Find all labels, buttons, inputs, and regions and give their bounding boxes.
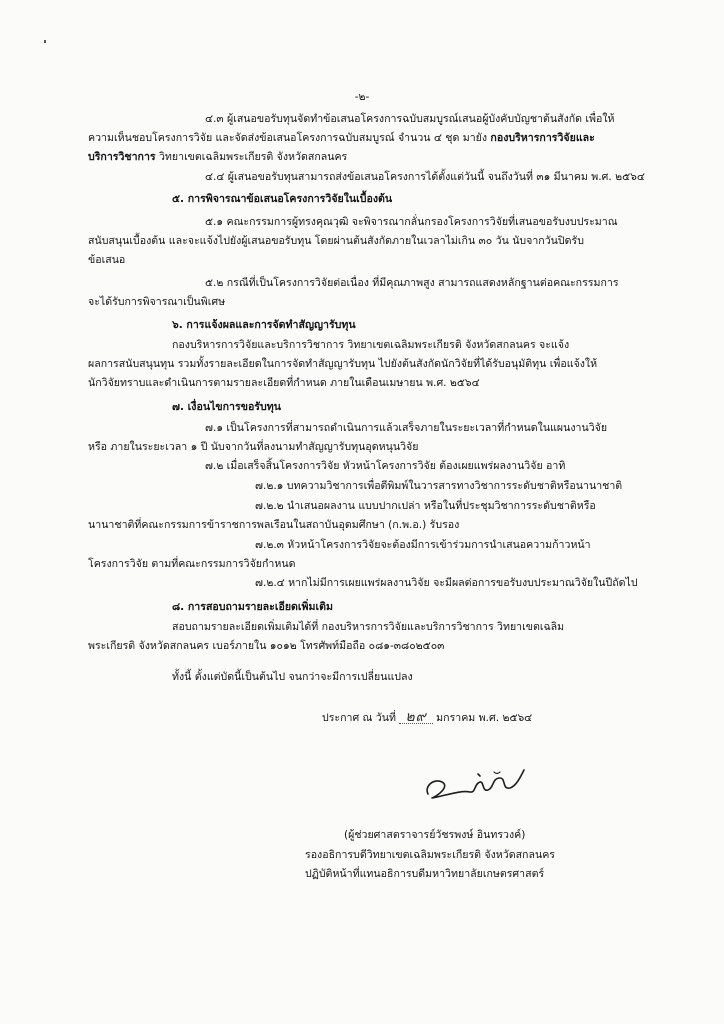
date-day-field — [399, 710, 432, 725]
page-number: -๒- — [354, 91, 370, 103]
signatory-title-2: ปฏิบัติหน้าที่แทนอธิการบดีมหาวิทยาลัยเกษตรศาสตร์ — [305, 868, 545, 880]
item-4-3-line2 — [88, 131, 595, 145]
section-8-heading: ๘. การสอบถามรายละเอียดเพิ่มเติม — [172, 601, 334, 613]
section-6-line3: นักวิจัยทราบและดำเนินการตามรายละเอียดที่กำหนด ภายในเดือนเมษายน พ.ศ. ๒๕๖๔ — [88, 377, 480, 389]
closing-statement: ทั้งนี้ ตั้งแต่บัดนี้เป็นต้นไป จนกว่าจะมีการเปลี่ยนแปลง — [172, 671, 413, 683]
signatory-title-1: รองอธิการบดีวิทยาเขตเฉลิมพระเกียรติ จังหวัดสกลนคร — [305, 849, 555, 861]
item-7-2-2-line1: ๗.๒.๒ นำเสนอผลงาน แบบปากเปล่า หรือในที่ประชุมวิชาการระดับชาติหรือ — [255, 500, 596, 512]
item-7-2: ๗.๒ เมื่อเสร็จสิ้นโครงการวิจัย หัวหน้าโครงการวิจัย ต้องเผยแพร่ผลงานวิจัย อาทิ — [205, 460, 566, 472]
item-4-3-line1: ๔.๓ ผู้เสนอขอรับทุนจัดทำข้อเสนอโครงการฉบับสมบูรณ์เสนอผู้บังคับบัญชาต้นสังกัด เพื่อให้ — [205, 113, 615, 125]
section-5-heading: ๕. การพิจารณาข้อเสนอโครงการวิจัยในเบื้องต้น — [172, 193, 393, 205]
item-5-1-line1: ๕.๑ คณะกรรมการผู้ทรงคุณวุฒิ จะพิจารณากลั่นกรองโครงการวิจัยที่เสนอขอรับงบประมาณ — [205, 216, 618, 228]
item-7-1-line1: ๗.๑ เป็นโครงการที่สามารถดำเนินการแล้วเสร็จภายในระยะเวลาที่กำหนดในแผนงานวิจัย — [205, 422, 608, 434]
item-4-4: ๔.๔ ผู้เสนอขอรับทุนสามารถส่งข้อเสนอโครงการได้ตั้งแต่วันนี้ จนถึงวันที่ ๓๑ มีนาคม พ.ศ. ๒๕๖๔ — [205, 171, 645, 183]
section-6-heading: ๖. การแจ้งผลและการจัดทำสัญญารับทุน — [172, 319, 356, 331]
item-4-3-line3 — [88, 150, 347, 164]
signatory-name: (ผู้ช่วยศาสตราจารย์วัชรพงษ์ อินทรวงค์) — [344, 829, 526, 841]
handwritten-signature — [420, 760, 530, 810]
item-4-3-org-name-cont: บริการวิชาการ — [88, 151, 156, 163]
item-5-2-line1: ๕.๒ กรณีที่เป็นโครงการวิจัยต่อเนื่อง ที่มีคุณภาพสูง สามารถแสดงหลักฐานต่อคณะกรรมการ — [205, 277, 619, 289]
item-7-2-2-line2: นานาชาติที่คณะกรรมการข้าราชการพลเรือนในสถาบันอุดมศึกษา (ก.พ.อ.) รับรอง — [88, 519, 460, 531]
item-4-3-campus: วิทยาเขตเฉลิมพระเกียรติ จังหวัดสกลนคร — [155, 151, 348, 163]
announcement-date — [322, 710, 532, 725]
item-7-1-line2: หรือ ภายในระยะเวลา ๑ ปี นับจากวันที่ลงนามทำสัญญารับทุนอุดหนุนวิจัย — [88, 441, 419, 453]
section-7-heading: ๗. เงื่อนไขการขอรับทุน — [172, 401, 281, 413]
item-4-3-org-name: กองบริหารการวิจัยและ — [490, 132, 595, 144]
item-7-2-3-line2: โครงการวิจัย ตามที่คณะกรรมการวิจัยกำหนด — [88, 558, 296, 570]
announcement-month-year: มกราคม พ.ศ. ๒๕๖๔ — [436, 712, 533, 724]
section-6-line1: กองบริหารการวิจัยและบริการวิชาการ วิทยาเขตเฉลิมพระเกียรติ จังหวัดสกลนคร จะแจ้ง — [172, 339, 570, 351]
scan-speck — [44, 40, 46, 43]
item-5-2-line2: จะได้รับการพิจารณาเป็นพิเศษ — [88, 296, 226, 308]
announcement-prefix: ประกาศ ณ วันที่ — [322, 712, 396, 724]
item-5-1-line2: สนับสนุนเบื้องต้น และจะแจ้งไปยังผู้เสนอขอรับทุน โดยผ่านต้นสังกัดภายในเวลาไม่เกิน ๓๐ วัน นับจากวันปิดรับ — [88, 235, 584, 247]
item-7-2-4: ๗.๒.๔ หากไม่มีการเผยแพร่ผลงานวิจัย จะมีผลต่อการขอรับงบประมาณวิจัยในปีถัดไป — [255, 577, 638, 589]
section-8-line1: สอบถามรายละเอียดเพิ่มเติมได้ที่ กองบริหารการวิจัยและบริการวิชาการ วิทยาเขตเฉลิม — [172, 621, 565, 633]
item-7-2-3-line1: ๗.๒.๓ หัวหน้าโครงการวิจัยจะต้องมีการเข้าร่วมการนำเสนอความก้าวหน้า — [255, 539, 591, 551]
section-6-line2: ผลการสนับสนุนทุน รวมทั้งรายละเอียดในการจัดทำสัญญารับทุน ไปยังต้นสังกัดนักวิจัยที่ได้รับอนุมัติทุน เพื่อแจ้งให้ — [88, 358, 598, 370]
item-7-2-1: ๗.๒.๑ บทความวิชาการเพื่อตีพิมพ์ในวารสารทางวิชาการระดับชาติหรือนานาชาติ — [255, 480, 623, 492]
section-8-line2: พระเกียรติ จังหวัดสกลนคร เบอร์ภายใน ๑๐๑๒ โทรศัพท์มือถือ ๐๘๑-๓๘๐๒๕๐๓ — [88, 640, 445, 652]
item-4-3-line2-text: ความเห็นชอบโครงการวิจัย และจัดส่งข้อเสนอโครงการฉบับสมบูรณ์ จำนวน ๔ ชุด มายัง — [88, 132, 491, 144]
item-5-1-line3: ข้อเสนอ — [88, 254, 126, 266]
handwritten-day: ๒๙ — [405, 709, 427, 725]
